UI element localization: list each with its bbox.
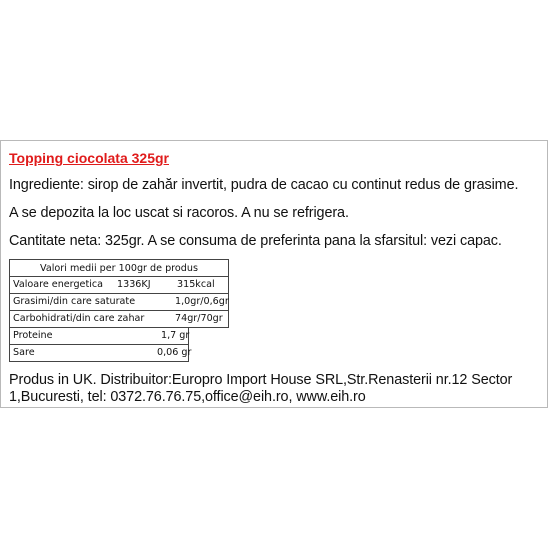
nutrition-header: Valori medii per 100gr de produs [10,260,229,277]
product-title: Topping ciocolata 325gr [9,150,169,166]
nutrition-label: Proteine [13,330,53,341]
table-row [10,311,229,328]
nutrition-value: 315kcal [177,279,215,290]
nutrition-value: 74gr/70gr [175,313,223,324]
nutrition-value: 1,7 gr [161,330,190,341]
nutrition-label: Sare [13,347,35,358]
storage-text: A se depozita la loc uscat si racoros. A nu se refrigera. [9,205,349,221]
nutrition-value: 1,0gr/0,6gr [175,296,229,307]
nutrition-value: 1336KJ [117,279,151,290]
product-label [0,140,548,408]
distributor-text: Produs in UK. Distribuitor:Europro Import House SRL,Str.Renasterii nr.12 Sector 1,Bucuresti, tel: 0372.76.76.75,office@eih.ro, www.eih.ro [9,372,513,405]
nutrition-label: Valoare energetica [13,279,104,290]
nutrition-empty-cell [189,328,229,345]
nutrition-cell [10,311,229,328]
table-row [10,294,229,311]
table-row [10,345,229,362]
nutrition-cell [10,294,229,311]
nutrition-label: Grasimi/din care saturate [13,296,136,307]
nutrition-label: Carbohidrati/din care zahar [13,313,145,324]
nutrition-cell [10,345,192,362]
net-quantity-text: Cantitate neta: 325gr. A se consuma de preferinta pana la sfarsitul: vezi capac. [9,233,502,249]
nutrition-table [9,259,229,362]
table-row [10,277,229,294]
nutrition-empty-cell [189,345,229,362]
nutrition-header-row [10,260,229,277]
table-row [10,328,229,345]
nutrition-cell [10,277,229,294]
nutrition-value: 0,06 gr [157,347,192,358]
ingredients-text: Ingrediente: sirop de zahăr invertit, pudra de cacao cu continut redus de grasime. [9,177,519,193]
nutrition-cell [10,328,189,345]
